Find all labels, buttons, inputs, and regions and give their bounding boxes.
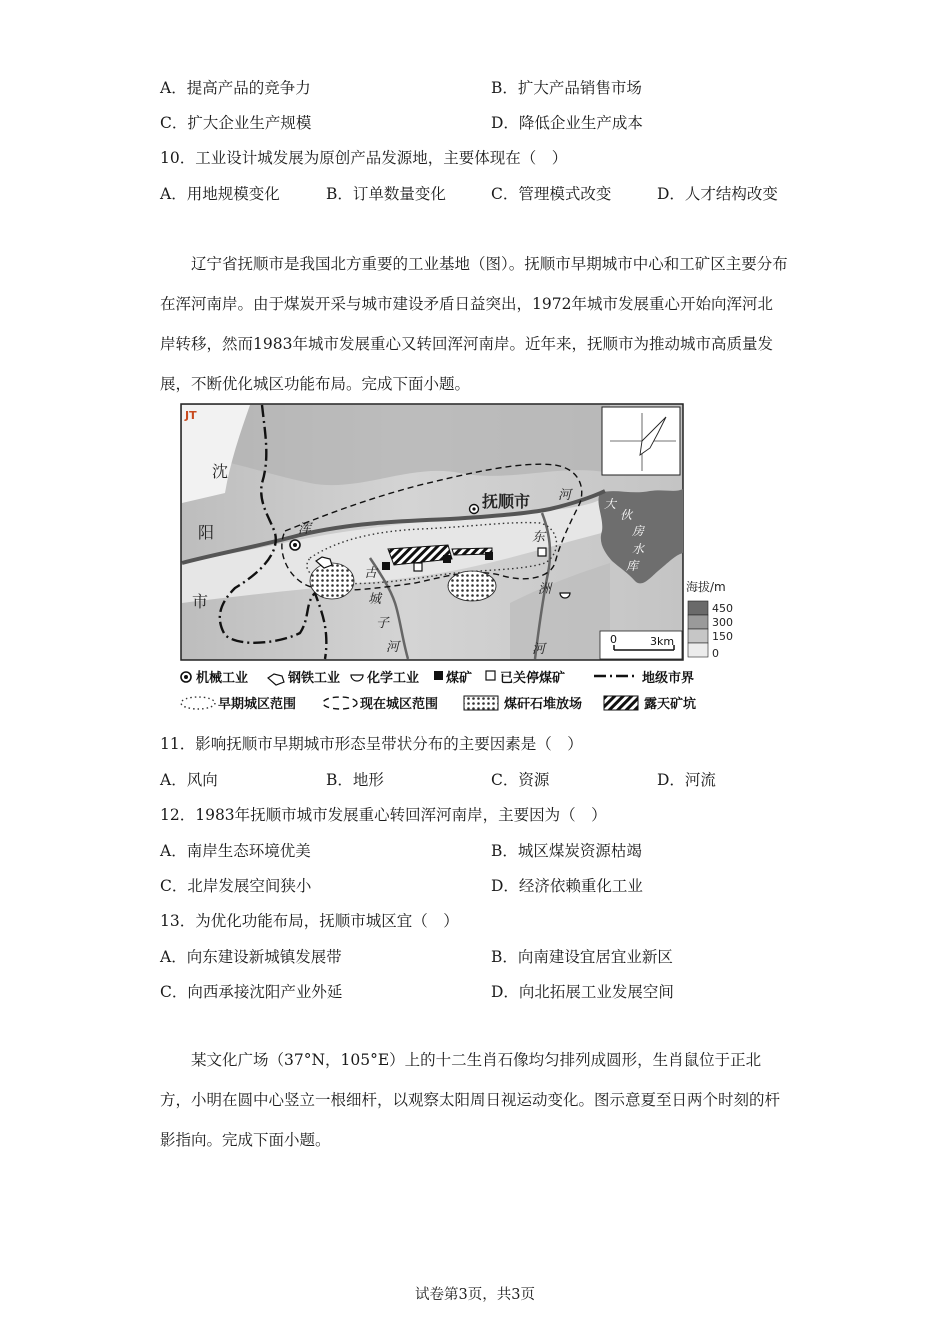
legend-gangue: 煤矸石堆放场 (504, 697, 583, 712)
q11-stem: 11．影响抚顺市早期城市形态呈带状分布的主要因素是（ ） (160, 735, 583, 753)
closed-mine-icon (486, 671, 495, 680)
q10-option-b[interactable]: B．订单数量变化 (326, 185, 446, 203)
label-he: 河 (558, 488, 572, 503)
label-zi: 子 (376, 616, 390, 631)
q9-option-c[interactable]: C．扩大企业生产规模 (160, 114, 312, 132)
q11-option-a[interactable]: A．风向 (160, 771, 218, 789)
q11-option-d[interactable]: D．河流 (657, 771, 716, 789)
legend-steel: 钢铁工业 (288, 671, 341, 686)
q10-option-d[interactable]: D．人才结构改变 (657, 185, 778, 203)
legend-coal-mine: 煤矿 (446, 671, 473, 686)
q10-option-a[interactable]: A．用地规模变化 (160, 185, 280, 203)
fushun-map (180, 403, 684, 661)
elevation-tick: 0 (712, 647, 719, 660)
closed-mine-icon (414, 563, 422, 571)
label-da: 大 (604, 497, 617, 511)
elevation-tick: 450 (712, 602, 733, 615)
current-city-icon (323, 697, 357, 709)
q12-option-a[interactable]: A．南岸生态环境优美 (160, 842, 311, 860)
coal-mine-icon (485, 552, 493, 560)
elevation-tick: 150 (712, 630, 733, 643)
label-shi: 市 (192, 592, 209, 611)
q13-option-a[interactable]: A．向东建设新城镇发展带 (160, 948, 342, 966)
steel-industry-icon (268, 674, 284, 685)
chemical-industry-icon (560, 593, 570, 598)
elevation-tick: 300 (712, 616, 733, 629)
q11-option-b[interactable]: B．地形 (326, 771, 384, 789)
q11-option-c[interactable]: C．资源 (491, 771, 550, 789)
label-cheng: 城 (368, 592, 382, 607)
gangue-pile-east (448, 571, 496, 601)
early-city-icon (181, 697, 215, 709)
chemical-industry-icon (351, 675, 363, 681)
label-fushun: 抚顺市 (482, 492, 531, 511)
label-he2: 河 (532, 642, 546, 657)
passage-fushun-text: 辽宁省抚顺市是我国北方重要的工业基地（图）。抚顺市早期城市中心和工矿区主要分布在浑河南岸。由于煤炭开采与城市建设矛盾日益突出，1972年城市发展重心开始向浑河北岸转移，然而1983年城市发展重心又转回浑河南岸。近年来，抚顺市为推动城市高质量发展，不断优化城区功能布局。完成下面小题。 (160, 255, 788, 393)
label-shen: 沈 (212, 462, 229, 481)
label-hun: 浑 (298, 522, 312, 537)
label-he3: 河 (386, 640, 400, 655)
q10-stem: 10．工业设计城发展为原创产品发源地，主要体现在（ ） (160, 149, 568, 167)
elevation-title: 海拔/m (686, 580, 726, 594)
q10-option-c[interactable]: C．管理模式改变 (491, 185, 612, 203)
scale-km: 3km (650, 635, 675, 648)
passage-fushun (160, 244, 788, 404)
open-pit-icon (604, 696, 638, 710)
closed-mine-icon (538, 548, 546, 556)
scale-zero: 0 (610, 633, 617, 646)
legend-open-pit: 露天矿坑 (644, 697, 697, 712)
map-logo: JT (185, 409, 197, 422)
legend-current-city: 现在城区范围 (360, 697, 439, 712)
q9-option-d[interactable]: D．降低企业生产成本 (491, 114, 643, 132)
coal-mine-icon (443, 555, 451, 563)
q9-option-b[interactable]: B．扩大产品销售市场 (491, 79, 642, 97)
coal-mine-icon (434, 671, 443, 680)
label-dong: 东 (532, 530, 546, 545)
q12-stem: 12．1983年抚顺市城市发展重心转回浑河南岸，主要因为（ ） (160, 806, 607, 824)
q13-stem: 13．为优化功能布局，抚顺市城区宜（ ） (160, 912, 459, 930)
gangue-icon (464, 696, 498, 710)
gangue-pile-west (310, 563, 354, 599)
label-gu: 古 (364, 566, 378, 581)
q13-option-b[interactable]: B．向南建设宜居宜业新区 (491, 948, 673, 966)
label-fang: 房 (632, 524, 645, 538)
passage-plaza (160, 1040, 788, 1160)
q12-option-c[interactable]: C．北岸发展空间狭小 (160, 877, 312, 895)
q9-option-a[interactable]: A．提高产品的竞争力 (160, 79, 311, 97)
q12-option-d[interactable]: D．经济依赖重化工业 (491, 877, 643, 895)
q12-option-b[interactable]: B．城区煤炭资源枯竭 (491, 842, 642, 860)
coal-mine-icon (382, 562, 390, 570)
q13-option-d[interactable]: D．向北拓展工业发展空间 (491, 983, 674, 1001)
label-zhou: 洲 (538, 582, 552, 597)
passage-plaza-text: 某文化广场（37°N，105°E）上的十二生肖石像均匀排列成圆形，生肖鼠位于正北方，小明在圆中心竖立一根细杆，以观察太阳周日视运动变化。图示意夏至日两个时刻的杆影指向。完成下面小题。 (160, 1051, 781, 1149)
legend-boundary: 地级市界 (642, 671, 695, 686)
map-legend (176, 666, 736, 716)
legend-chemical: 化学工业 (367, 671, 420, 686)
label-huo: 伙 (620, 508, 633, 522)
label-ku: 库 (626, 559, 639, 573)
legend-closed-mine: 已关停煤矿 (500, 671, 566, 686)
label-yang: 阳 (198, 523, 215, 542)
q13-option-c[interactable]: C．向西承接沈阳产业外延 (160, 983, 343, 1001)
elevation-legend (686, 577, 746, 663)
legend-machinery: 机械工业 (196, 671, 249, 686)
label-shui: 水 (632, 542, 645, 556)
legend-early-city: 早期城区范围 (218, 697, 297, 712)
page-footer: 试卷第3页，共3页 (415, 1287, 535, 1303)
